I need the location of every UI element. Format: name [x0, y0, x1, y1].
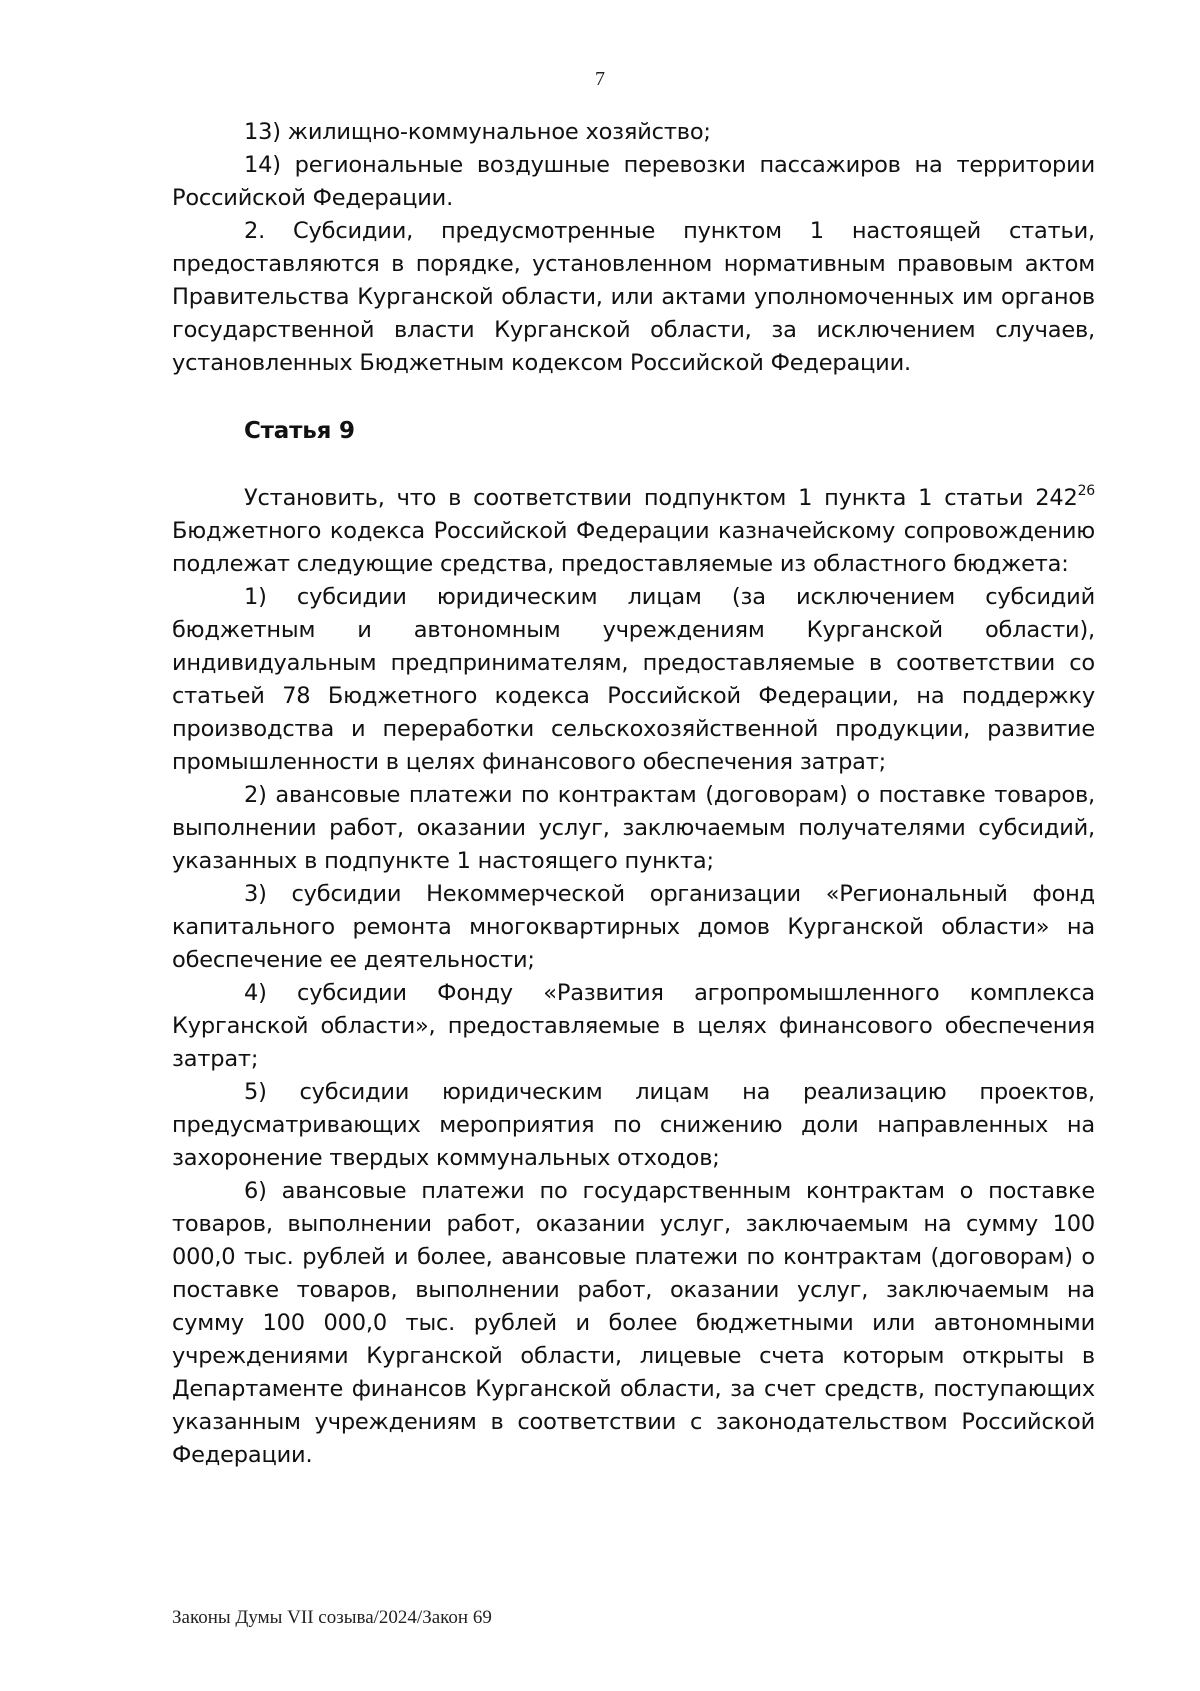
article-item-5: 5) субсидии юридическим лицам на реализацию проектов, предусматривающих мероприятия по снижению доли направленных на захоронение твердых коммунальных отходов; [172, 1079, 1095, 1171]
list-item-13: 13) жилищно-коммунальное хозяйство; [244, 119, 711, 145]
clause-2: 2. Субсидии, предусмотренные пунктом 1 настоящей статьи, предоставляются в порядке, установленном нормативным правовым актом Правительства Курганской области, или актами уполномоченных им органов государственной власти Курганской области, за исключением случаев, установленных Бюджетным кодексом Российской Федерации. [172, 218, 1095, 376]
article-intro-text: Установить, что в соответствии подпунктом 1 пункта 1 статьи 242 [244, 485, 1078, 511]
footer-document-reference: Законы Думы VII созыва/2024/Закон 69 [172, 1607, 492, 1628]
list-item-14: 14) региональные воздушные перевозки пассажиров на территории Российской Федерации. [172, 152, 1095, 211]
document-body [172, 116, 1095, 1472]
article-item-4: 4) субсидии Фонду «Развития агропромышленного комплекса Курганской области», предоставляемые в целях финансового обеспечения затрат; [172, 980, 1095, 1072]
page-number: 7 [595, 68, 605, 90]
article-item-2: 2) авансовые платежи по контрактам (договорам) о поставке товаров, выполнении работ, оказании услуг, заключаемым получателями субсидий, указанных в подпункте 1 настоящего пункта; [172, 782, 1095, 874]
article-item-6: 6) авансовые платежи по государственным контрактам о поставке товаров, выполнении работ, оказании услуг, заключаемым на сумму 100 000,0 тыс. рублей и более, авансовые платежи по контрактам (договорам) о поставке товаров, выполнении работ, оказании услуг, заключаемым на сумму 100 000,0 тыс. рублей и более бюджетными или автономными учреждениями Курганской области, лицевые счета которым открыты в Департаменте финансов Курганской области, за счет средств, поступающих указанным учреждениям в соответствии с законодательством Российской Федерации. [172, 1178, 1095, 1468]
article-item-1: 1) субсидии юридическим лицам (за исключением субсидий бюджетным и автономным учреждениям Курганской области), индивидуальным предпринимателям, предоставляемые в соответствии со статьей 78 Бюджетного кодекса Российской Федерации, на поддержку производства и переработки сельскохозяйственной продукции, развитие промышленности в целях финансового обеспечения затрат; [172, 584, 1095, 775]
article-heading: Статья 9 [244, 418, 355, 444]
article-intro [172, 482, 1095, 581]
article-intro-text-continued: Бюджетного кодекса Российской Федерации казначейскому сопровождению подлежат следующие средства, предоставляемые из областного бюджета: [172, 518, 1095, 577]
article-intro-superscript: 26 [1077, 483, 1095, 499]
article-item-3: 3) субсидии Некоммерческой организации «Региональный фонд капитального ремонта многоквартирных домов Курганской области» на обеспечение ее деятельности; [172, 881, 1095, 973]
